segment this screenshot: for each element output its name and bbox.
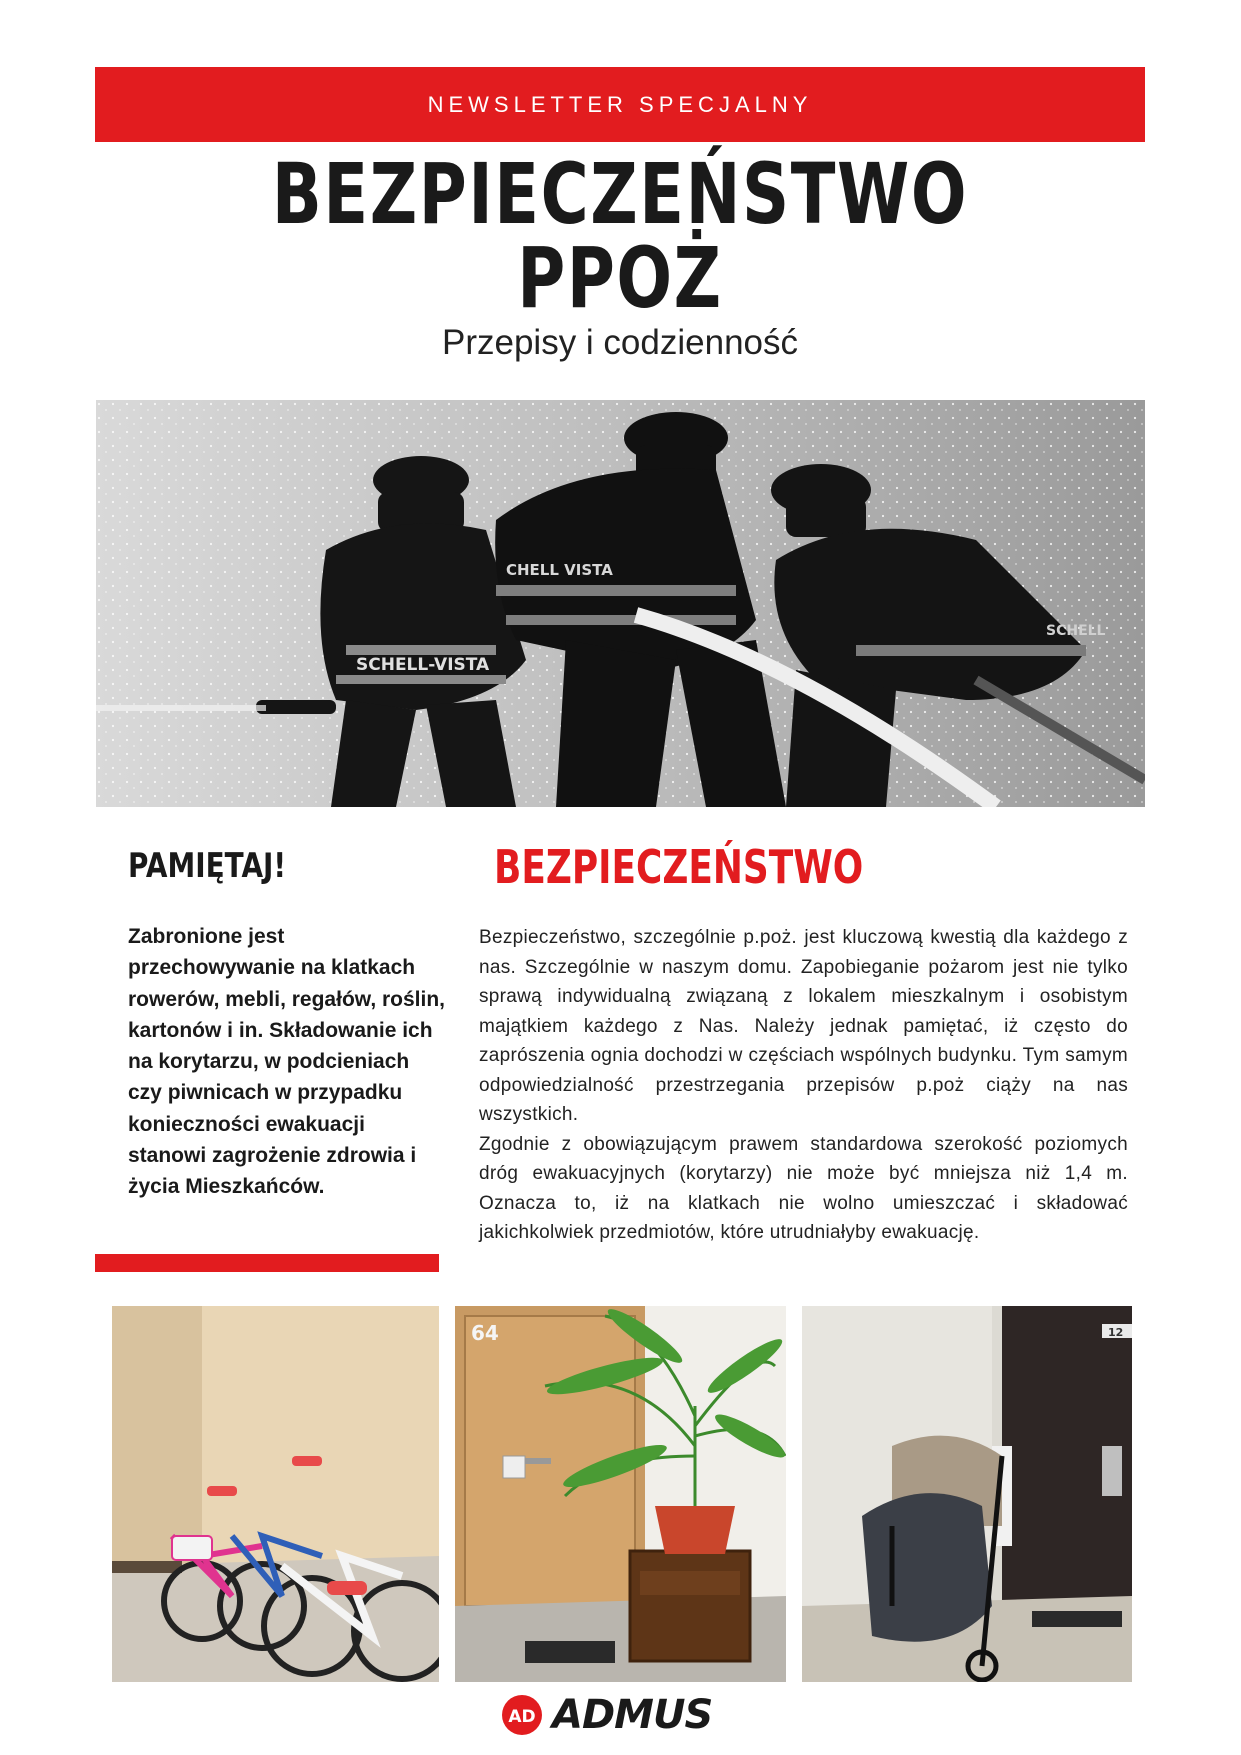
photo-bicycles — [112, 1306, 439, 1682]
hero-image-firefighters — [96, 400, 1145, 807]
jacket-text-middle: CHELL VISTA — [506, 561, 613, 579]
banner-label: NEWSLETTER SPECJALNY — [427, 91, 813, 117]
sidebar-text: Zabronione jest przechowywanie na klatkach rowerów, mebli, regałów, roślin, kartonów i in. Składowanie ich na korytarzu, w podcieniach czy piwnicach w przypadku konieczności ewakuacji stanowi zagrożenie zdrowia i życia Mieszkańców. — [128, 925, 446, 1199]
door-number-64: 64 — [471, 1321, 499, 1345]
article-paragraph-2: Zgodnie z obowiązującym prawem standardowa szerokość poziomych dróg ewakuacyjnych (korytarzy) nie może być mniejsza niż 1,4 m. Oznacza to, iż na klatkach nie wolno umieszczać i składować jakichkolwiek przedmiotów, które utrudniałyby ewakuację. — [479, 1133, 1128, 1243]
photo-stroller — [802, 1306, 1132, 1682]
admus-logo-icon — [500, 1693, 544, 1737]
sidebar-accent-bar — [95, 1254, 439, 1272]
firefighters-illustration — [96, 400, 1145, 807]
door-number-12: 12 — [1108, 1326, 1124, 1339]
article-body — [479, 923, 1128, 1248]
bicycles-illustration — [112, 1306, 439, 1682]
jacket-text-left: SCHELL-VISTA — [356, 655, 490, 675]
article-heading: BEZPIECZEŃSTWO — [494, 840, 864, 894]
newsletter-banner — [95, 67, 1145, 142]
logo-mark: AD — [508, 1707, 536, 1727]
page-subtitle: Przepisy i codzienność — [442, 323, 798, 362]
page-title: BEZPIECZEŃSTWO PPOŻ — [271, 145, 969, 327]
sidebar-heading: PAMIĘTAJ! — [128, 846, 287, 886]
logo-wordmark: ADMUS — [552, 1692, 713, 1738]
admus-logo — [500, 1692, 712, 1738]
plant-illustration — [455, 1306, 786, 1682]
jacket-text-right: SCHELL — [1046, 623, 1106, 639]
stroller-illustration — [802, 1306, 1132, 1682]
photo-plant-by-door — [455, 1306, 786, 1682]
article-paragraph-1: Bezpieczeństwo, szczególnie p.poż. jest kluczową kwestią dla każdego z nas. Szczególnie w naszym domu. Zapobieganie pożarom jest nie tylko sprawą indywidualną związaną z lokalem mieszkalnym i osobistym majątkiem każdego z Nas. Należy jednak pamiętać, iż często do zaprószenia ognia dochodzi w częściach wspólnych budynku. Tym samym odpowiedzialność przestrzegania przepisów p.poż ciąży na nas wszystkich. — [479, 927, 1128, 1125]
